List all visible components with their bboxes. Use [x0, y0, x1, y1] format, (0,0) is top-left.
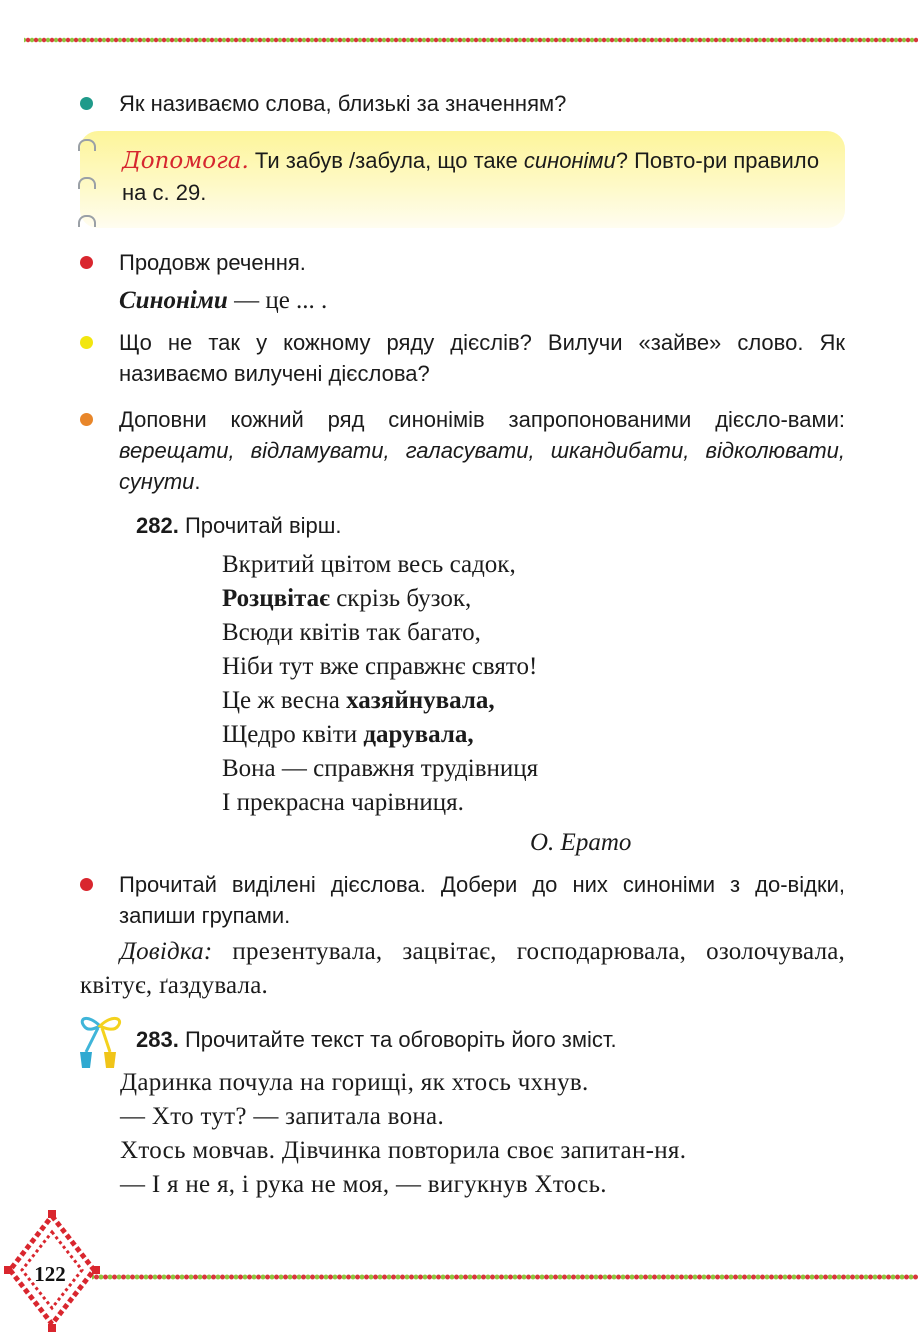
ring-icon — [78, 215, 96, 227]
bottom-decorative-border — [92, 1272, 918, 1282]
poem-line: І прекрасна чарівниця. — [222, 789, 464, 816]
bullet-teal — [80, 97, 93, 110]
help-label: Допомога. — [122, 148, 249, 174]
top-decorative-border — [24, 36, 918, 44]
ring-icon — [78, 177, 96, 189]
story-line: Хтось мовчав. Дівчинка повторила своє запитан-ня. — [120, 1137, 687, 1164]
synonyms-rest: — це ... . — [227, 287, 328, 314]
complete-rows-end: . — [194, 469, 201, 494]
poem-author: О. Ерато — [530, 829, 632, 856]
exercise-283-heading — [136, 1024, 617, 1055]
story-line: — Хто тут? — запитала вона. — [120, 1103, 444, 1130]
reference-label: Довідка: — [120, 938, 213, 965]
group-work-ribbon-icon — [74, 1012, 126, 1070]
help-text-after: ? Повто-ри правило на с. 29. — [122, 148, 820, 205]
reference-text: презентувала, зацвітає, господарювала, озолочувала, квітує, ґаздувала. — [80, 938, 845, 999]
reference-block — [80, 935, 845, 1003]
question-continue-sentence: Продовж речення. — [119, 250, 306, 275]
bullet-red — [80, 256, 93, 269]
poem-line: Вкритий цвітом весь садок, — [222, 551, 516, 578]
poem-line: Це ж весна хазяйнувала, — [222, 687, 495, 714]
story-line: Даринка почула на горищі, як хтось чхнув. — [120, 1069, 589, 1096]
help-box — [80, 131, 845, 228]
poem-line: Всюди квітів так багато, — [222, 619, 481, 646]
ring-icon — [78, 139, 96, 151]
exercise-283-number: 283. — [136, 1027, 179, 1052]
bullet-red — [80, 878, 93, 891]
poem-line: Розцвітає скрізь бузок, — [222, 585, 472, 612]
story-text — [80, 1066, 845, 1202]
exercise-282-heading — [136, 510, 342, 541]
complete-rows-words: верещати, відламувати, галасувати, шкандибати, відколювати, сунути — [119, 438, 845, 494]
poem-line: Щедро квіти дарувала, — [222, 721, 474, 748]
exercise-282-number: 282. — [136, 513, 179, 538]
question-similar-words: Як називаємо слова, близькі за значенням? — [119, 91, 567, 116]
question-complete-rows — [119, 404, 845, 497]
exercise-283-task: Прочитайте текст та обговоріть його зміст. — [178, 1027, 617, 1052]
help-italic-word: синоніми — [523, 148, 616, 173]
exercise-282-task: Прочитай вірш. — [178, 513, 342, 538]
help-text — [122, 145, 828, 208]
help-text-before: Ти забув /забула, що таке — [248, 148, 524, 173]
sentence-synonyms — [119, 284, 845, 318]
poem — [222, 548, 538, 820]
bullet-yellow — [80, 336, 93, 349]
poem-line: Ніби тут вже справжнє свято! — [222, 653, 538, 680]
complete-rows-text: Доповни кожний ряд синонімів запропонованими дієсло-вами: — [119, 407, 845, 432]
story-line: — І я не я, і рука не моя, — вигукнув Хтось. — [120, 1171, 607, 1198]
bullet-orange — [80, 413, 93, 426]
synonyms-term: Синоніми — [119, 287, 228, 314]
question-extra-word: Що не так у кожному ряду дієслів? Вилучи «зайве» слово. Як називаємо вилучені дієслова? — [119, 330, 845, 386]
question-select-synonyms: Прочитай виділені дієслова. Добери до них синоніми з до-відки, запиши групами. — [119, 872, 845, 928]
poem-line: Вона — справжня трудівниця — [222, 755, 539, 782]
page-number: 122 — [34, 1262, 66, 1286]
